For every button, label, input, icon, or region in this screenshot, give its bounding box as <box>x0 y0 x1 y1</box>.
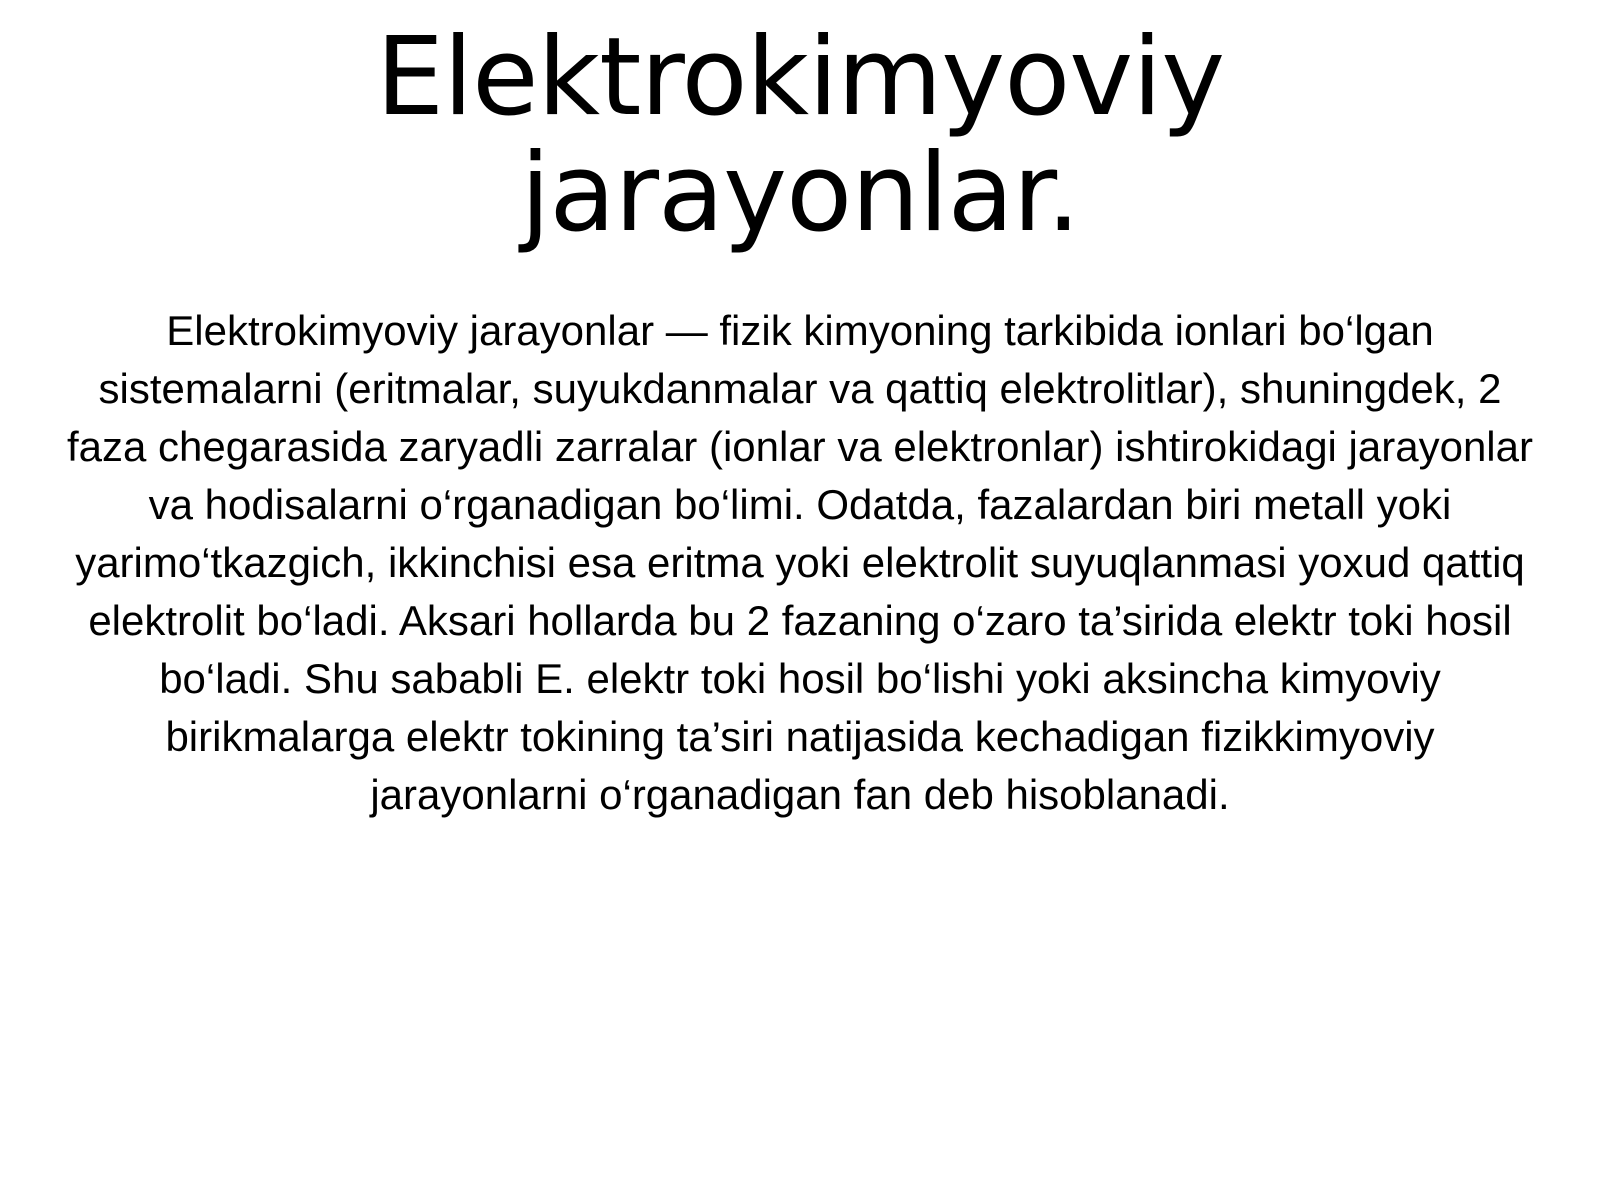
slide-title: Elektrokimyoviy jarayonlar. <box>375 15 1225 256</box>
slide-body-text: Elektrokimyoviy jarayonlar — fizik kimyoning tarkibida ionlari bo‘lgan sistemalarni (eritmalar, suyukdanmalar va qattiq elektrolitlar), shuningdek, 2 faza chegarasida zaryadli zarralar (ionlar va elektronlar) ishtirokidagi jarayonlar va hodisalarni o‘rganadigan bo‘limi. Odatda, fazalardan biri metall yoki yarimo‘tkazgich, ikkinchisi esa eritma yoki elektrolit suyuqlanmasi yoxud qattiq elektrolit bo‘ladi. Aksari hollarda bu 2 fazaning o‘zaro ta’sirida elektr toki hosil bo‘ladi. Shu sababli E. elektr toki hosil bo‘lishi yoki aksincha kimyoviy birikmalarga elektr tokining ta’siri natijasida kechadigan fizikkimyoviy jarayonlarni o‘rganadigan fan deb hisoblanadi. <box>66 307 1533 818</box>
